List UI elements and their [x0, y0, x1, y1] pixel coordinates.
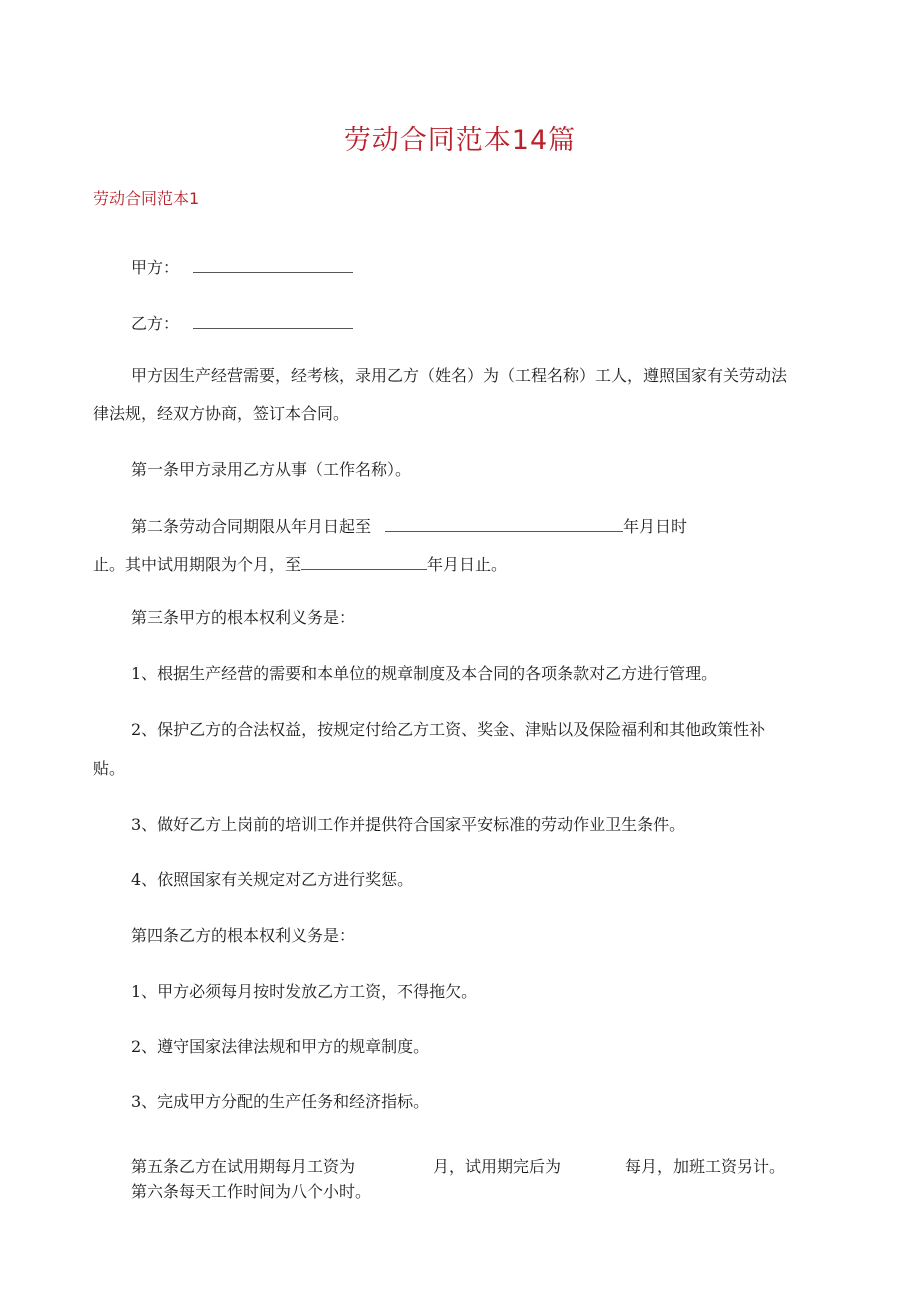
article-4-item-1: 1、甲方必须每月按时发放乙方工资，不得拖欠。 — [131, 982, 478, 1001]
article-2-text-b: 年月日时 — [623, 517, 688, 536]
article-2-text-a: 第二条劳动合同期限从年月日起至 — [131, 517, 372, 536]
article-5-text-c: 每月，加班工资另计。 — [625, 1157, 786, 1176]
article-2-line-1 — [131, 515, 687, 537]
article-3: 第三条甲方的根本权利义务是： — [131, 608, 356, 627]
party-a-line — [131, 256, 353, 278]
article-3-item-2-line-2: 贴。 — [93, 759, 126, 778]
article-5-text-a: 第五条乙方在试用期每月工资为 — [131, 1157, 356, 1176]
party-a-blank — [193, 256, 353, 273]
article-1: 第一条甲方录用乙方从事（工作名称）。 — [131, 460, 412, 479]
article-2-blank-2 — [301, 553, 427, 570]
article-2-text-c: 止。其中试用期限为个月，至 — [93, 555, 302, 574]
party-b-blank — [193, 312, 353, 329]
party-a-label: 甲方： — [131, 258, 180, 277]
party-b-label: 乙方： — [131, 314, 180, 333]
intro-line-2: 律法规，经双方协商，签订本合同。 — [93, 404, 350, 423]
article-4-item-2: 2、遵守国家法律法规和甲方的规章制度。 — [131, 1037, 430, 1056]
article-5 — [131, 1157, 785, 1177]
article-2-text-d: 年月日止。 — [427, 555, 508, 574]
document-title: 劳动合同范本14篇 — [343, 125, 577, 156]
article-3-item-2-line-1: 2、保护乙方的合法权益，按规定付给乙方工资、奖金、津贴以及保险福利和其他政策性补 — [131, 720, 766, 739]
party-b-line — [131, 312, 353, 334]
article-5-text-b: 月，试用期完后为 — [433, 1157, 562, 1176]
article-4-item-3: 3、完成甲方分配的生产任务和经济指标。 — [131, 1092, 430, 1111]
article-2-line-2 — [93, 553, 507, 575]
article-3-item-1: 1、根据生产经营的需要和本单位的规章制度及本合同的各项条款对乙方进行管理。 — [131, 664, 718, 683]
article-3-item-3: 3、做好乙方上岗前的培训工作并提供符合国家平安标准的劳动作业卫生条件。 — [131, 815, 686, 834]
article-4: 第四条乙方的根本权利义务是： — [131, 926, 356, 945]
intro-line-1: 甲方因生产经营需要，经考核，录用乙方（姓名）为（工程名称）工人，遵照国家有关劳动法 — [131, 366, 788, 385]
article-2-blank-1 — [385, 515, 623, 532]
article-6: 第六条每天工作时间为八个小时。 — [131, 1182, 372, 1201]
section-heading: 劳动合同范本1 — [93, 189, 200, 208]
article-3-item-4: 4、依照国家有关规定对乙方进行奖惩。 — [131, 870, 414, 889]
